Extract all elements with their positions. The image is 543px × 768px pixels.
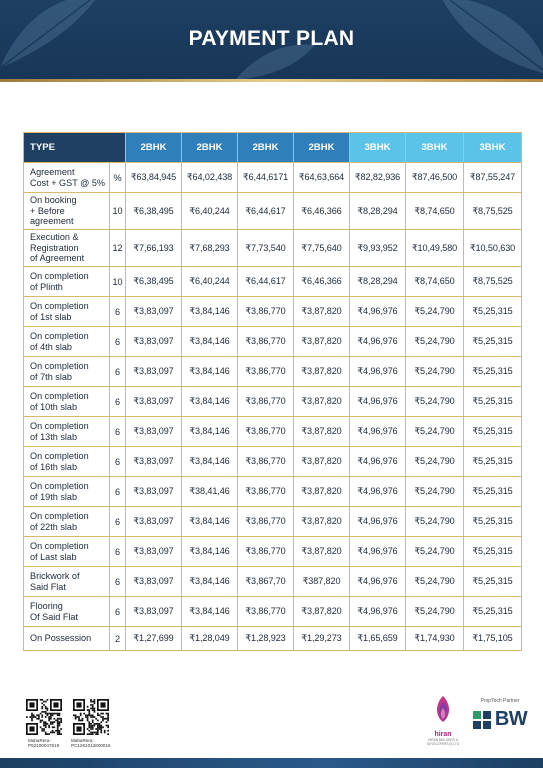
amount-cell: ₹64,63,664 [294,163,350,193]
amount-cell: ₹38,41,46 [182,477,238,507]
stage-cell [24,477,110,507]
percent-cell: 6 [110,387,126,417]
amount-cell: ₹5,25,315 [464,447,522,477]
amount-cell: ₹3,83,097 [126,537,182,567]
amount-cell: ₹6,40,244 [182,267,238,297]
stage-cell [24,507,110,537]
gold-divider [0,79,543,82]
amount-cell: ₹3,86,770 [238,507,294,537]
partner-logo [470,698,530,731]
amount-cell: ₹4,96,976 [350,567,406,597]
table-row [24,627,522,651]
stage-label: Registration [30,242,79,253]
amount-cell: ₹6,46,366 [294,267,350,297]
amount-cell: ₹9,93,952 [350,230,406,267]
amount-cell: ₹3,86,770 [238,417,294,447]
developer-logo [418,694,468,746]
stage-cell [24,267,110,297]
amount-cell: ₹63,84,945 [126,163,182,193]
amount-cell: ₹3,83,097 [126,447,182,477]
footer-bar [0,758,543,768]
amount-cell: ₹1,74,930 [406,627,464,651]
table-row [24,163,522,193]
amount-cell: ₹7,75,640 [294,230,350,267]
amount-cell: ₹10,49,580 [406,230,464,267]
stage-label: agreement [30,216,74,227]
amount-cell: ₹7,68,293 [182,230,238,267]
table-row [24,327,522,357]
percent-cell: 6 [110,327,126,357]
table-row [24,567,522,597]
amount-cell: ₹4,96,976 [350,537,406,567]
stage-label: On completion [30,300,89,311]
table-row [24,417,522,447]
payment-plan-table [23,132,522,651]
amount-cell: ₹3,86,770 [238,297,294,327]
amount-cell: ₹5,24,790 [406,537,464,567]
table-row [24,297,522,327]
stage-cell [24,163,110,193]
header-2bhk: 2BHK [182,133,238,163]
amount-cell: ₹6,40,244 [182,193,238,230]
stage-cell [24,193,110,230]
amount-cell: ₹5,25,315 [464,507,522,537]
amount-cell: ₹3,86,770 [238,357,294,387]
amount-cell: ₹3,83,097 [126,567,182,597]
table-row [24,193,522,230]
amount-cell: ₹6,44,617 [238,193,294,230]
header-3bhk: 3BHK [406,133,464,163]
stage-cell [24,297,110,327]
amount-cell: ₹7,66,193 [126,230,182,267]
stage-label: of 13th slab [30,431,78,442]
hiran-lotus-icon [430,694,456,724]
amount-cell: ₹4,96,976 [350,477,406,507]
amount-cell: ₹5,24,790 [406,327,464,357]
amount-cell: ₹3,84,146 [182,297,238,327]
stage-label: Of Said Flat [30,611,79,622]
stage-cell [24,417,110,447]
amount-cell: ₹5,24,790 [406,387,464,417]
table-row [24,230,522,267]
amount-cell: ₹3,83,097 [126,597,182,627]
amount-cell: ₹87,46,500 [406,163,464,193]
amount-cell: ₹5,25,315 [464,357,522,387]
amount-cell: ₹387,820 [294,567,350,597]
stage-cell [24,597,110,627]
stage-label: Agreement [30,166,75,177]
amount-cell: ₹3,86,770 [238,597,294,627]
amount-cell: ₹5,24,790 [406,447,464,477]
qr-code-icon [26,699,62,735]
stage-label: On completion [30,420,89,431]
header-type: TYPE [24,133,126,163]
qr-code-icon [73,699,109,735]
stage-label: On completion [30,270,89,281]
page-title: PAYMENT PLAN [188,27,355,50]
percent-cell: 12 [110,230,126,267]
table-row [24,387,522,417]
table-row [24,357,522,387]
amount-cell: ₹5,25,315 [464,327,522,357]
amount-cell: ₹6,38,495 [126,267,182,297]
percent-cell: 6 [110,477,126,507]
table-row [24,477,522,507]
amount-cell: ₹8,74,650 [406,267,464,297]
stage-cell [24,357,110,387]
amount-cell: ₹8,75,525 [464,267,522,297]
stage-label: Said Flat [30,581,66,592]
amount-cell: ₹3,84,146 [182,357,238,387]
header-3bhk: 3BHK [350,133,406,163]
amount-cell: ₹4,96,976 [350,297,406,327]
amount-cell: ₹5,25,315 [464,477,522,507]
header-2bhk: 2BHK [294,133,350,163]
stage-cell [24,230,110,267]
qr-code [73,699,109,735]
stage-label: of Agreement [30,253,85,264]
amount-cell: ₹3,86,770 [238,387,294,417]
amount-cell: ₹3,84,146 [182,507,238,537]
stage-cell [24,447,110,477]
stage-label: Cost + GST @ 5% [30,177,106,188]
amount-cell: ₹3,84,146 [182,327,238,357]
amount-cell: ₹4,96,976 [350,447,406,477]
amount-cell: ₹3,84,146 [182,567,238,597]
amount-cell: ₹3,83,097 [126,417,182,447]
rera-number: P52100047619 [28,743,60,749]
rera-number: PC1261012600016 [71,743,111,749]
stage-label: On completion [30,540,89,551]
stage-cell [24,627,110,651]
amount-cell: ₹3,84,146 [182,447,238,477]
amount-cell: ₹3,84,146 [182,537,238,567]
amount-cell: ₹3,86,770 [238,327,294,357]
stage-label: of 19th slab [30,491,78,502]
amount-cell: ₹3,86,770 [238,477,294,507]
stage-label: On completion [30,390,89,401]
amount-cell: ₹5,25,315 [464,567,522,597]
stage-label: On completion [30,480,89,491]
stage-label: On completion [30,330,89,341]
table-row [24,267,522,297]
amount-cell: ₹5,25,315 [464,387,522,417]
amount-cell: ₹3,83,097 [126,507,182,537]
amount-cell: ₹4,96,976 [350,507,406,537]
amount-cell: ₹3,84,146 [182,387,238,417]
stage-label: of 10th slab [30,401,78,412]
developer-logo-subtext: HIRAN BUILDERS & DEVELOPERS (I) LTD [426,738,460,746]
amount-cell: ₹5,25,315 [464,297,522,327]
table-row [24,597,522,627]
header-3bhk: 3BHK [464,133,522,163]
percent-cell: 6 [110,507,126,537]
amount-cell: ₹5,24,790 [406,507,464,537]
table-row [24,507,522,537]
amount-cell: ₹3,87,820 [294,447,350,477]
percent-cell: 6 [110,357,126,387]
amount-cell: ₹3,86,770 [238,537,294,567]
amount-cell: ₹1,28,049 [182,627,238,651]
rera-label: MahaRera: [71,738,94,743]
amount-cell: ₹3,87,820 [294,537,350,567]
amount-cell: ₹1,28,923 [238,627,294,651]
amount-cell: ₹64,02,438 [182,163,238,193]
partner-brand: BW [494,708,528,730]
amount-cell: ₹5,24,790 [406,357,464,387]
amount-cell: ₹3,83,097 [126,297,182,327]
amount-cell: ₹4,96,976 [350,327,406,357]
stage-label: + Before [30,205,65,216]
stage-label: of 22th slab [30,521,78,532]
amount-cell: ₹3,83,097 [126,327,182,357]
amount-cell: ₹4,96,976 [350,417,406,447]
percent-cell: 6 [110,567,126,597]
amount-cell: ₹6,38,495 [126,193,182,230]
amount-cell: ₹5,25,315 [464,537,522,567]
stage-label: of 7th slab [30,371,72,382]
amount-cell: ₹3,87,820 [294,357,350,387]
percent-cell: 10 [110,193,126,230]
amount-cell: ₹3,87,820 [294,597,350,627]
header-2bhk: 2BHK [126,133,182,163]
amount-cell: ₹3,87,820 [294,387,350,417]
amount-cell: ₹10,50,630 [464,230,522,267]
rera-caption [71,738,111,749]
amount-cell: ₹4,96,976 [350,357,406,387]
amount-cell: ₹87,55,247 [464,163,522,193]
amount-cell: ₹3,83,097 [126,357,182,387]
header-2bhk: 2BHK [238,133,294,163]
amount-cell: ₹5,24,790 [406,477,464,507]
percent-cell: 6 [110,537,126,567]
amount-cell: ₹4,96,976 [350,387,406,417]
amount-cell: ₹8,75,525 [464,193,522,230]
amount-cell: ₹3,87,820 [294,297,350,327]
amount-cell: ₹6,46,366 [294,193,350,230]
stage-cell [24,537,110,567]
amount-cell: ₹8,28,294 [350,193,406,230]
stage-label: of 1st slab [30,311,72,322]
percent-cell: % [110,163,126,193]
stage-label: of 4th slab [30,341,72,352]
amount-cell: ₹3,84,146 [182,417,238,447]
stage-label: On completion [30,450,89,461]
stage-label: On completion [30,360,89,371]
amount-cell: ₹3,84,146 [182,597,238,627]
amount-cell: ₹6,44,6171 [238,163,294,193]
amount-cell: ₹5,25,315 [464,597,522,627]
table-row [24,447,522,477]
amount-cell: ₹82,82,936 [350,163,406,193]
percent-cell: 6 [110,447,126,477]
stage-label: Execution & [30,232,79,243]
stage-cell [24,327,110,357]
stage-cell [24,567,110,597]
stage-cell [24,387,110,417]
amount-cell: ₹1,29,273 [294,627,350,651]
amount-cell: ₹3,87,820 [294,507,350,537]
amount-cell: ₹1,75,105 [464,627,522,651]
amount-cell: ₹7,73,540 [238,230,294,267]
amount-cell: ₹5,24,790 [406,297,464,327]
stage-label: of Last slab [30,551,77,562]
rera-caption [28,738,59,749]
stage-label: Flooring [30,600,63,611]
stage-label: On booking [30,195,77,206]
developer-logo-text: hiran [434,731,452,738]
amount-cell: ₹3,87,820 [294,417,350,447]
percent-cell: 6 [110,417,126,447]
stage-label: Brickwork of [30,570,80,581]
amount-cell: ₹1,65,659 [350,627,406,651]
percent-cell: 6 [110,297,126,327]
table-row [24,537,522,567]
amount-cell: ₹5,24,790 [406,567,464,597]
stage-label: On Possession [30,633,92,644]
amount-cell: ₹5,24,790 [406,417,464,447]
amount-cell: ₹3,86,770 [238,447,294,477]
qr-code [26,699,62,735]
amount-cell: ₹8,28,294 [350,267,406,297]
amount-cell: ₹8,74,650 [406,193,464,230]
amount-cell: ₹3,83,097 [126,477,182,507]
amount-cell: ₹3,83,097 [126,387,182,417]
amount-cell: ₹3,87,820 [294,327,350,357]
rera-label: MahaRera: [28,738,51,743]
percent-cell: 6 [110,597,126,627]
bw-grid-icon [473,711,491,729]
page-header [0,0,543,82]
amount-cell: ₹1,27,699 [126,627,182,651]
percent-cell: 2 [110,627,126,651]
amount-cell: ₹6,44,617 [238,267,294,297]
amount-cell: ₹5,24,790 [406,597,464,627]
stage-label: of 16th slab [30,461,78,472]
amount-cell: ₹4,96,976 [350,597,406,627]
amount-cell: ₹5,25,315 [464,417,522,447]
percent-cell: 10 [110,267,126,297]
stage-label: of Plinth [30,281,63,292]
amount-cell: ₹3,87,820 [294,477,350,507]
stage-label: On completion [30,510,89,521]
partner-caption: PropTech Partner [480,698,520,704]
amount-cell: ₹3,867,70 [238,567,294,597]
